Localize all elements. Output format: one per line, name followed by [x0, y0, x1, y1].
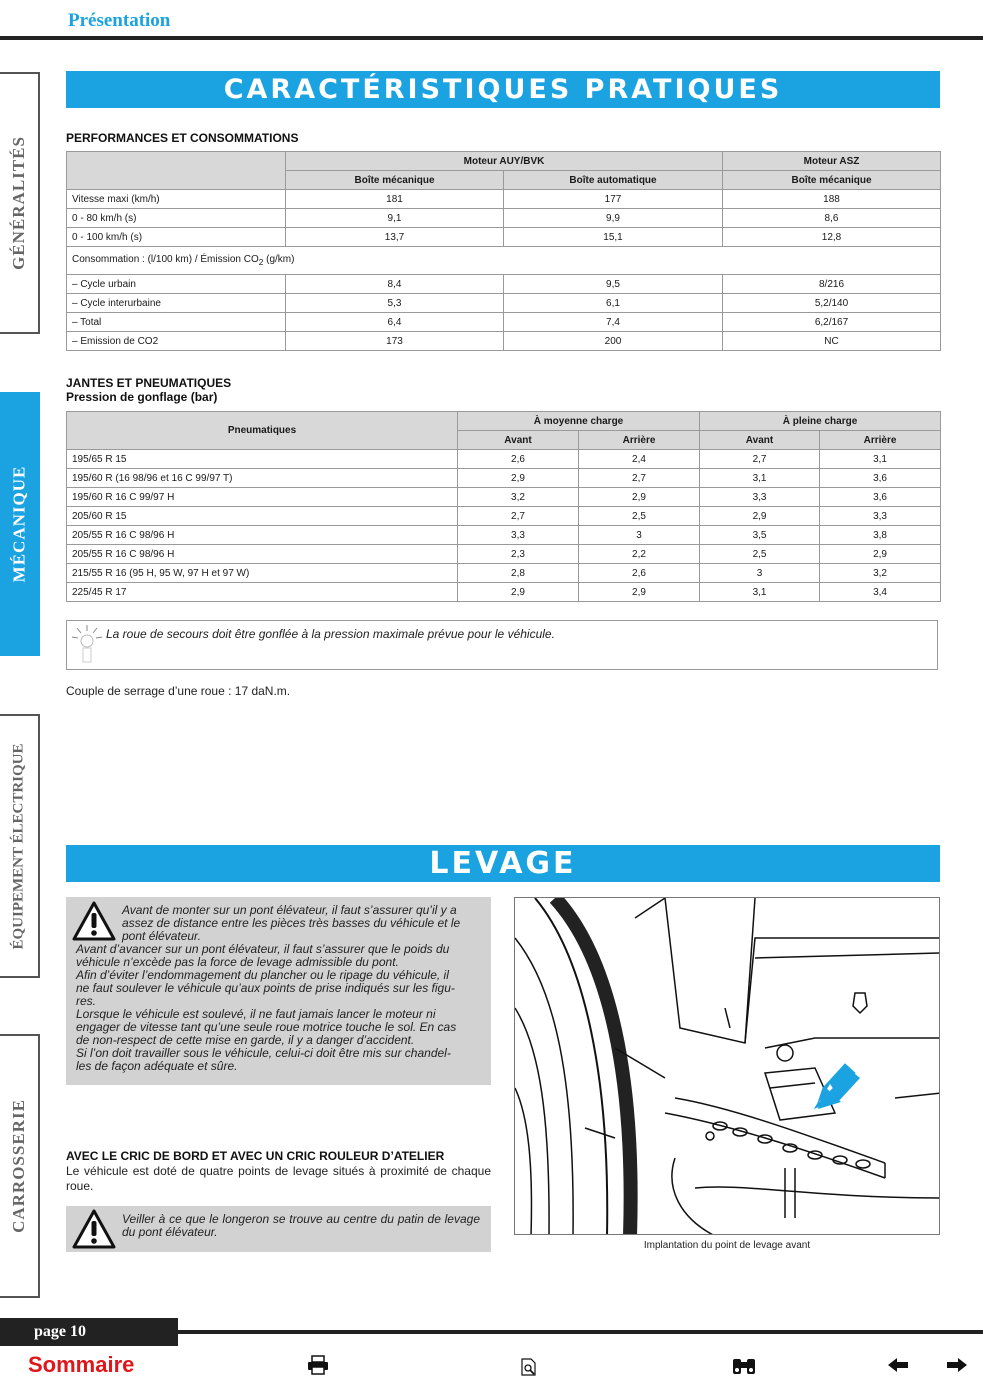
tyre-size: 205/60 R 15 [67, 507, 458, 526]
pressure-value: 3,6 [820, 488, 941, 507]
performance-table [66, 151, 941, 351]
pressure-value: 3,1 [820, 450, 941, 469]
bottom-divider [178, 1330, 983, 1334]
cell-value: 12,8 [723, 228, 941, 247]
lightbulb-icon [70, 623, 104, 667]
lifting-point-illustration [514, 897, 940, 1235]
table-row [67, 228, 941, 247]
tyres-subheading: Pression de gonflage (bar) [66, 390, 218, 404]
table-row [67, 488, 941, 507]
tab-mecanique[interactable] [0, 392, 40, 656]
cell-value: 8/216 [723, 275, 941, 294]
pressure-value: 3,1 [700, 583, 820, 602]
tab-label: CARROSSERIE [9, 1099, 28, 1233]
warning-line: engager de vitesse tant qu’une seule roue motrice touche le sol. En cas [76, 1020, 457, 1034]
cell-value: 5,2/140 [723, 294, 941, 313]
row-label: 0 - 100 km/h (s) [67, 228, 286, 247]
pressure-value: 3,1 [700, 469, 820, 488]
tab-carrosserie[interactable] [0, 1034, 40, 1298]
pressure-value: 3,5 [700, 526, 820, 545]
cell-value: 5,3 [286, 294, 504, 313]
warning-line: assez de distance entre les pièces très basses du véhicule et le [122, 916, 461, 930]
table-row [67, 545, 941, 564]
warning-line: Avant de monter sur un pont élévateur, il faut s’assurer qu’il y a [122, 903, 457, 917]
tyre-size: 195/65 R 15 [67, 450, 458, 469]
warning-line: Lorsque le véhicule est soulevé, il ne faut jamais lancer le moteur ni [76, 1007, 436, 1021]
arrow-left-icon[interactable] [887, 1357, 909, 1373]
zoom-page-icon[interactable] [520, 1358, 538, 1376]
axle-header: Avant [700, 431, 820, 450]
cell-value: 15,1 [504, 228, 723, 247]
pressure-value: 2,7 [579, 469, 700, 488]
cell-value: NC [723, 332, 941, 351]
lifting-banner: LEVAGE [66, 845, 940, 882]
gearbox-header: Boîte mécanique [286, 171, 504, 190]
axle-header: Arrière [820, 431, 941, 450]
pressure-value: 2,9 [579, 488, 700, 507]
table-row [67, 209, 941, 228]
table-row [67, 275, 941, 294]
corner-cell [67, 152, 286, 190]
table-row [67, 583, 941, 602]
tyre-size: 225/45 R 17 [67, 583, 458, 602]
pressure-value: 2,6 [458, 450, 579, 469]
tyres-heading: JANTES ET PNEUMATIQUES [66, 376, 232, 390]
table-row [67, 450, 941, 469]
pressure-value: 2,7 [458, 507, 579, 526]
cell-value: 6,4 [286, 313, 504, 332]
warning-line: Afin d’éviter l’endommagement du plancher ou le ripage du véhicule, il [76, 968, 449, 982]
row-label: 0 - 80 km/h (s) [67, 209, 286, 228]
warning-line: véhicule n’excède pas la force de levage admissible du pont. [76, 955, 399, 969]
tab-generalites[interactable] [0, 72, 40, 334]
table-row [67, 313, 941, 332]
tab-label: GÉNÉRALITÉS [9, 136, 29, 270]
page-number: page 10 [0, 1318, 178, 1346]
binoculars-icon[interactable] [731, 1356, 757, 1376]
row-label: – Emission de CO2 [67, 332, 286, 351]
warning-line: res. [76, 994, 97, 1008]
pressure-value: 3,3 [458, 526, 579, 545]
consumption-label: Consommation : (l/100 km) / Émission $CO_2$ (g/km) [67, 247, 941, 275]
table-row [67, 564, 941, 583]
tyre-size: 195/60 R (16 98/96 et 16 C 99/97 T) [67, 469, 458, 488]
pressure-value: 3,3 [700, 488, 820, 507]
pressure-value: 2,7 [700, 450, 820, 469]
table-row [67, 469, 941, 488]
longeron-warning-text: Veiller à ce que le longeron se trouve au centre du patin de levage du pont élévateur. [122, 1212, 480, 1239]
pressure-value: 2,9 [820, 545, 941, 564]
warning-line: Si l’on doit travailler sous le véhicule, celui-ci doit être mis sur chandel- [76, 1046, 451, 1060]
performance-heading: PERFORMANCES ET CONSOMMATIONS [66, 131, 299, 145]
table-row [67, 190, 941, 209]
tyre-size: 205/55 R 16 C 98/96 H [67, 545, 458, 564]
load-header: À pleine charge [700, 412, 941, 431]
tab-label: MÉCANIQUE [9, 465, 29, 583]
pressure-value: 2,5 [700, 545, 820, 564]
section-banner: CARACTÉRISTIQUES PRATIQUES [66, 71, 940, 108]
row-label: Vitesse maxi (km/h) [67, 190, 286, 209]
table-row [67, 507, 941, 526]
cell-value: 188 [723, 190, 941, 209]
printer-icon[interactable] [307, 1355, 329, 1375]
pressure-value: 3,8 [820, 526, 941, 545]
pressure-value: 2,8 [458, 564, 579, 583]
pressure-value: 2,9 [700, 507, 820, 526]
sommaire-link[interactable]: Sommaire [28, 1352, 135, 1377]
arrow-right-icon[interactable] [946, 1357, 968, 1373]
load-header: À moyenne charge [458, 412, 700, 431]
cell-value: 9,5 [504, 275, 723, 294]
cell-value: 200 [504, 332, 723, 351]
pressure-value: 2,4 [579, 450, 700, 469]
warning-line: de non-respect de cette mise en garde, il y a danger d’accident. [76, 1033, 415, 1047]
pressure-value: 3 [579, 526, 700, 545]
pressure-value: 3,4 [820, 583, 941, 602]
table-row [67, 247, 941, 275]
wheel-torque-text: Couple de serrage d’une roue : 17 daN.m. [66, 684, 291, 698]
cell-value: 173 [286, 332, 504, 351]
cric-heading: AVEC LE CRIC DE BORD ET AVEC UN CRIC ROULEUR D’ATELIER [66, 1149, 445, 1163]
cric-text: Le véhicule est doté de quatre points de levage situés à proximité de chaque roue. [66, 1164, 491, 1193]
tyre-size: 205/55 R 16 C 98/96 H [67, 526, 458, 545]
pressure-value: 3,2 [458, 488, 579, 507]
pressure-value: 2,9 [458, 583, 579, 602]
warning-line: les de façon adéquate et sûre. [76, 1059, 238, 1073]
row-label: – Cycle interurbaine [67, 294, 286, 313]
pressure-value: 2,5 [579, 507, 700, 526]
warning-icon [72, 1208, 116, 1250]
cell-value: 9,1 [286, 209, 504, 228]
axle-header: Avant [458, 431, 579, 450]
tyre-header: Pneumatiques [67, 412, 458, 450]
cell-value: 6,1 [504, 294, 723, 313]
cell-value: 9,9 [504, 209, 723, 228]
tyre-size: 195/60 R 16 C 99/97 H [67, 488, 458, 507]
tab-equipement-electrique[interactable] [0, 714, 40, 978]
engine-header: Moteur ASZ [723, 152, 941, 171]
cell-value: 6,2/167 [723, 313, 941, 332]
warning-line: ne faut soulever le véhicule qu’aux points de prise indiqués sur les figu- [76, 981, 455, 995]
axle-header: Arrière [579, 431, 700, 450]
pressure-value: 2,9 [579, 583, 700, 602]
cell-value: 8,6 [723, 209, 941, 228]
table-row [67, 294, 941, 313]
tab-label: ÉQUIPEMENT ÉLECTRIQUE [10, 742, 27, 950]
pressure-value: 3,3 [820, 507, 941, 526]
tip-note-text: La roue de secours doit être gonflée à la pression maximale prévue pour le véhicule. [106, 627, 555, 641]
pressure-value: 2,6 [579, 564, 700, 583]
gearbox-header: Boîte mécanique [723, 171, 941, 190]
warning-line: pont élévateur. [122, 929, 201, 943]
cell-value: 13,7 [286, 228, 504, 247]
pressure-value: 3 [700, 564, 820, 583]
warning-line: Avant d’avancer sur un pont élévateur, il faut s’assurer que le poids du [76, 942, 450, 956]
pressure-value: 2,2 [579, 545, 700, 564]
gearbox-header: Boîte automatique [504, 171, 723, 190]
table-row [67, 526, 941, 545]
tyre-pressure-table [66, 411, 941, 602]
pressure-value: 2,9 [458, 469, 579, 488]
engine-header: Moteur AUY/BVK [286, 152, 723, 171]
tyre-size: 215/55 R 16 (95 H, 95 W, 97 H et 97 W) [67, 564, 458, 583]
pressure-value: 2,3 [458, 545, 579, 564]
table-row [67, 332, 941, 351]
cell-value: 181 [286, 190, 504, 209]
top-divider [0, 36, 983, 40]
pressure-value: 3,6 [820, 469, 941, 488]
section-title: Présentation [68, 10, 171, 31]
cell-value: 177 [504, 190, 723, 209]
cell-value: 8,4 [286, 275, 504, 294]
row-label: – Total [67, 313, 286, 332]
warning-icon [72, 900, 116, 942]
cell-value: 7,4 [504, 313, 723, 332]
illustration-caption: Implantation du point de levage avant [643, 1240, 811, 1251]
row-label: – Cycle urbain [67, 275, 286, 294]
pressure-value: 3,2 [820, 564, 941, 583]
